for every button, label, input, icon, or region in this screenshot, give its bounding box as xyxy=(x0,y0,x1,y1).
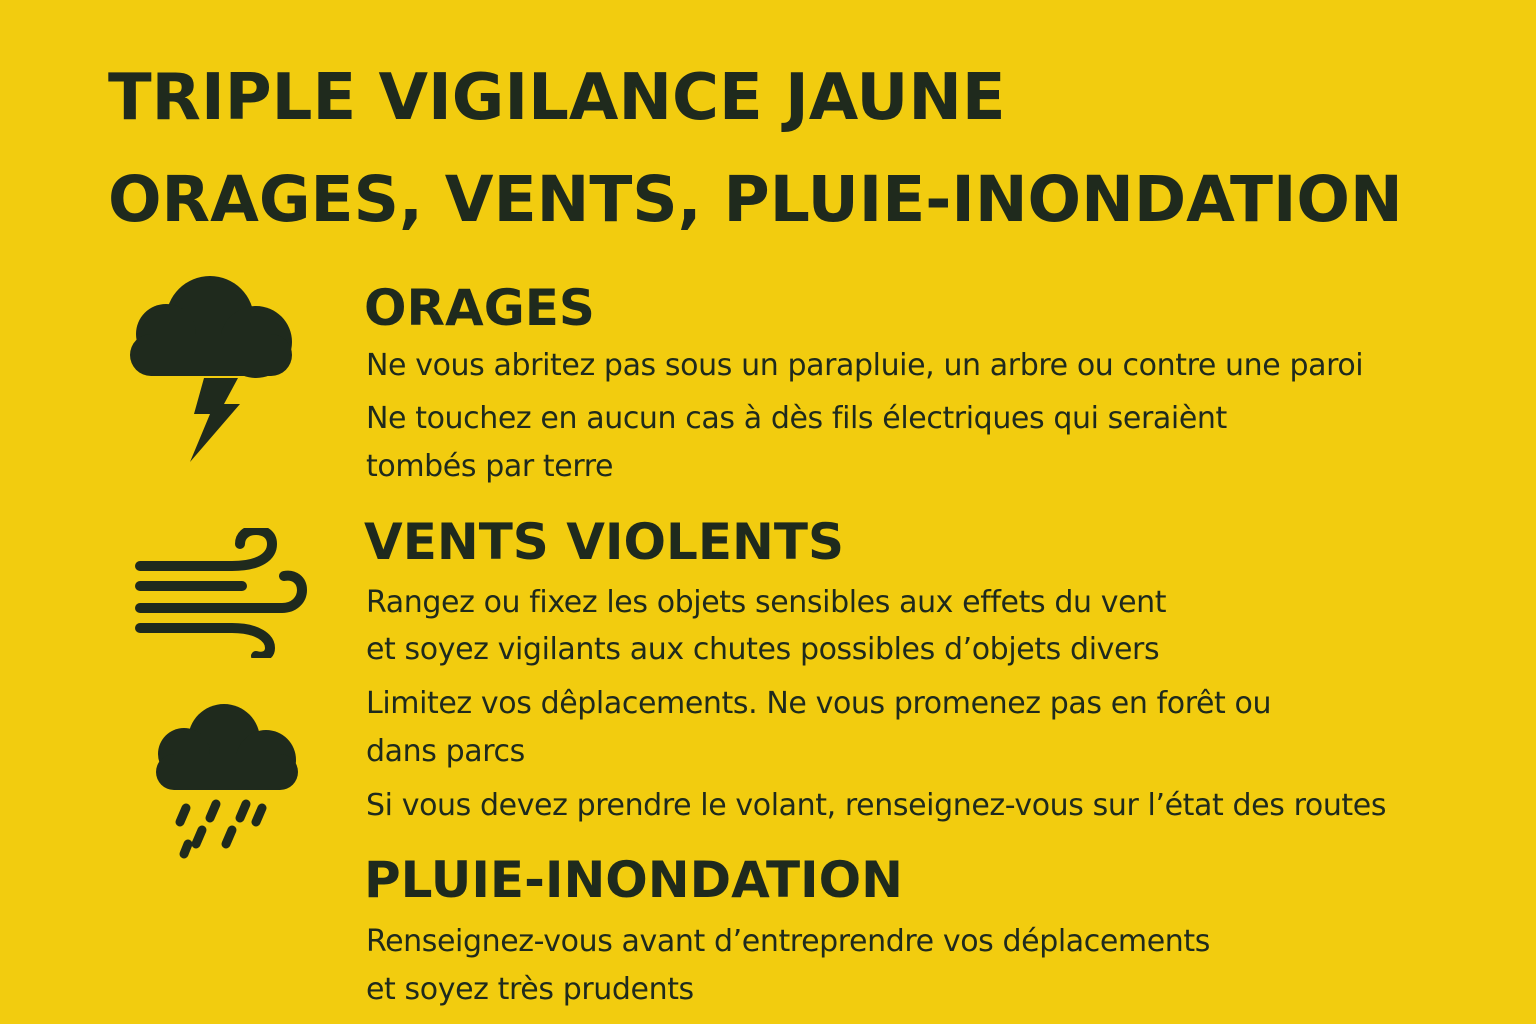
section-pluie-line-2: et soyez très prudents xyxy=(366,972,694,1007)
section-orages-line-1: Ne vous abritez pas sous un parapluie, un arbre ou contre une paroi xyxy=(366,348,1364,383)
section-vents-line-5: Si vous devez prendre le volant, renseignez-vous sur l’état des routes xyxy=(366,788,1387,823)
thunderstorm-icon xyxy=(128,272,298,467)
section-orages-line-2: Ne touchez en aucun cas à dès fils électriques qui seraiènt xyxy=(366,401,1227,436)
wind-icon xyxy=(132,528,312,658)
section-vents-line-3: Limitez vos dêplacements. Ne vous promenez pas en forêt ou xyxy=(366,686,1272,721)
section-vents-line-1: Rangez ou fixez les objets sensibles aux effets du vent xyxy=(366,585,1167,620)
section-vents-line-2: et soyez vigilants aux chutes possibles d’objets divers xyxy=(366,632,1160,667)
section-heading-orages: ORAGES xyxy=(364,279,595,337)
rain-cloud-icon xyxy=(154,700,304,865)
section-orages-line-3: tombés par terre xyxy=(366,449,614,484)
page-title-line-1: TRIPLE VIGILANCE JAUNE xyxy=(108,61,1006,135)
section-heading-pluie-inondation: PLUIE-INONDATION xyxy=(364,851,904,909)
section-heading-vents-violents: VENTS VIOLENTS xyxy=(364,513,845,571)
section-vents-line-4: dans parcs xyxy=(366,734,525,769)
section-pluie-line-1: Renseignez-vous avant d’entreprendre vos déplacements xyxy=(366,924,1211,959)
page-title-line-2: ORAGES, VENTS, PLUIE-INONDATION xyxy=(108,163,1403,236)
